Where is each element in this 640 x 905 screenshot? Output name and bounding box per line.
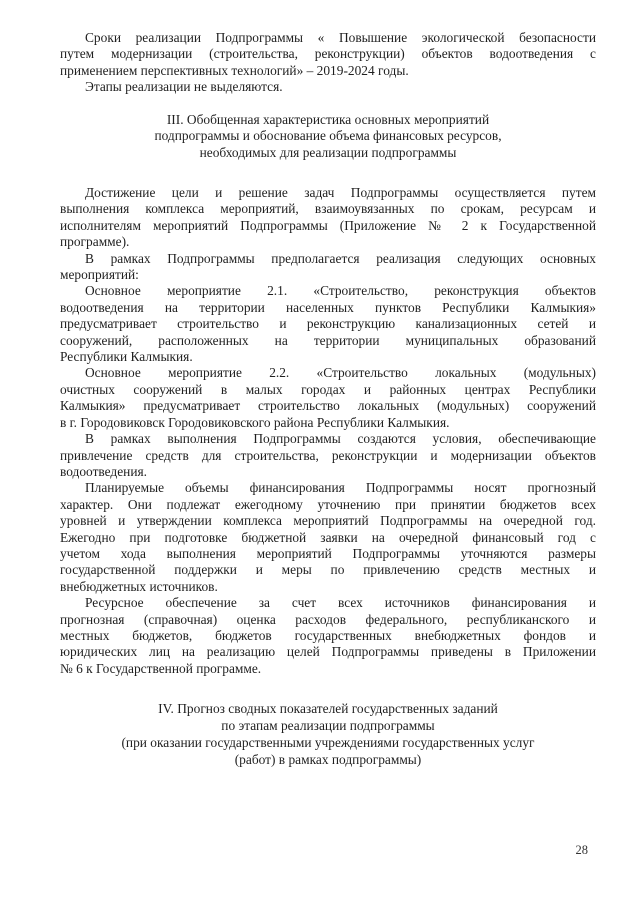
intro-line-2: путем модернизации (строительства, реконструкции) объектов водоотведения с	[60, 46, 596, 62]
text-line: Основное мероприятие 2.1. «Строительство, реконструкция объектов	[85, 283, 596, 299]
text-line: Республики Калмыкия.	[60, 349, 193, 365]
section-3-paragraph-3	[60, 283, 596, 365]
intro-line-3: применением перспективных технологий» – 2019-2024 годы.	[60, 62, 409, 78]
text-line: выполнения комплекса мероприятий, взаимоувязанных по срокам, ресурсам и	[60, 201, 596, 217]
page-content	[60, 30, 596, 768]
text-line: Ресурсное обеспечение за счет всех источников финансирования и	[85, 595, 596, 611]
section-4-title	[60, 701, 596, 768]
text-line: Калмыкия» предусматривает строительство локальных (модульных) сооружений	[60, 398, 596, 414]
text-line: уровней и утверждении комплекса мероприятий Подпрограммы на очередной год.	[60, 513, 596, 529]
section-3-paragraph-2	[60, 251, 596, 284]
text-line: предусматривает строительство и реконструкцию канализационных сетей и	[60, 316, 596, 332]
section-4-title-line-3: (при оказании государственными учреждениями государственных услуг	[121, 734, 535, 750]
section-3-title-line-2: подпрограммы и обоснование объема финансовых ресурсов,	[154, 128, 502, 144]
section-3-paragraph-7	[60, 595, 596, 677]
text-line: характер. Они подлежат ежегодному уточнению при принятии бюджетов всех	[60, 496, 596, 512]
text-line: В рамках Подпрограммы предполагается реализация следующих основных	[85, 250, 596, 266]
section-3-paragraph-1	[60, 185, 596, 251]
text-line: сооружений, расположенных на территории муниципальных образований	[60, 332, 596, 348]
section-3-title-line-1: III. Обобщенная характеристика основных мероприятий	[166, 111, 490, 127]
text-line: мероприятий:	[60, 267, 139, 283]
text-line: Ежегодно при подготовке бюджетной заявки на очередной финансовый год с	[60, 529, 596, 545]
text-line: юридических лиц на реализацию целей Подпрограммы приведены в Приложении	[60, 644, 596, 660]
stages-paragraph: Этапы реализации не выделяются.	[85, 79, 283, 95]
intro-line-1: Сроки реализации Подпрограммы « Повышение экологической безопасности	[85, 30, 596, 45]
section-4-title-line-1: IV. Прогноз сводных показателей государственных заданий	[158, 701, 498, 717]
text-line: очистных сооружений в малых городах и районных центрах Республики	[60, 381, 596, 397]
text-line: В рамках выполнения Подпрограммы создаются условия, обеспечивающие	[85, 431, 596, 447]
text-line: водоотведения на территории населенных пунктов Республики Калмыкия»	[60, 299, 596, 315]
text-line: государственной поддержки и меры по привлечению средств местных и	[60, 562, 596, 578]
section-3-paragraph-4	[60, 365, 596, 431]
text-line: учетом хода выполнения мероприятий Подпрограммы уточняются размеры	[60, 545, 596, 561]
section-3-body	[60, 185, 596, 677]
section-3-title	[60, 112, 596, 162]
text-line: № 6 к Государственной программе.	[60, 660, 262, 676]
text-line: Достижение цели и решение задач Подпрограммы осуществляется путем	[85, 185, 596, 201]
text-line: внебюджетных источников.	[60, 578, 218, 594]
text-line: водоотведения.	[60, 463, 148, 479]
text-line: программе).	[60, 234, 130, 250]
text-line: прогнозная (справочная) оценка расходов федерального, республиканского и	[60, 611, 596, 627]
text-line: Планируемые объемы финансирования Подпрограммы носят прогнозный	[85, 480, 596, 496]
section-4-title-line-2: по этапам реализации подпрограммы	[221, 718, 435, 733]
text-line: Основное мероприятие 2.2. «Строительство локальных (модульных)	[85, 365, 596, 381]
text-line: привлечение средств для строительства, реконструкции и модернизации объектов	[60, 447, 596, 463]
text-line: местных бюджетов, бюджетов государственных внебюджетных фондов и	[60, 627, 596, 643]
text-line: исполнителям мероприятий Подпрограммы (Приложение № 2 к Государственной	[60, 217, 596, 233]
text-line: в г. Городовиковск Городовиковского района Республики Калмыкия.	[60, 414, 450, 430]
intro-paragraph	[60, 30, 596, 79]
section-3-paragraph-6	[60, 480, 596, 595]
page-number: 28	[575, 843, 588, 857]
section-3-paragraph-5	[60, 431, 596, 480]
section-3-title-line-3: необходимых для реализации подпрограммы	[199, 145, 457, 161]
section-4-title-line-4: (работ) в рамках подпрограммы)	[234, 751, 422, 767]
